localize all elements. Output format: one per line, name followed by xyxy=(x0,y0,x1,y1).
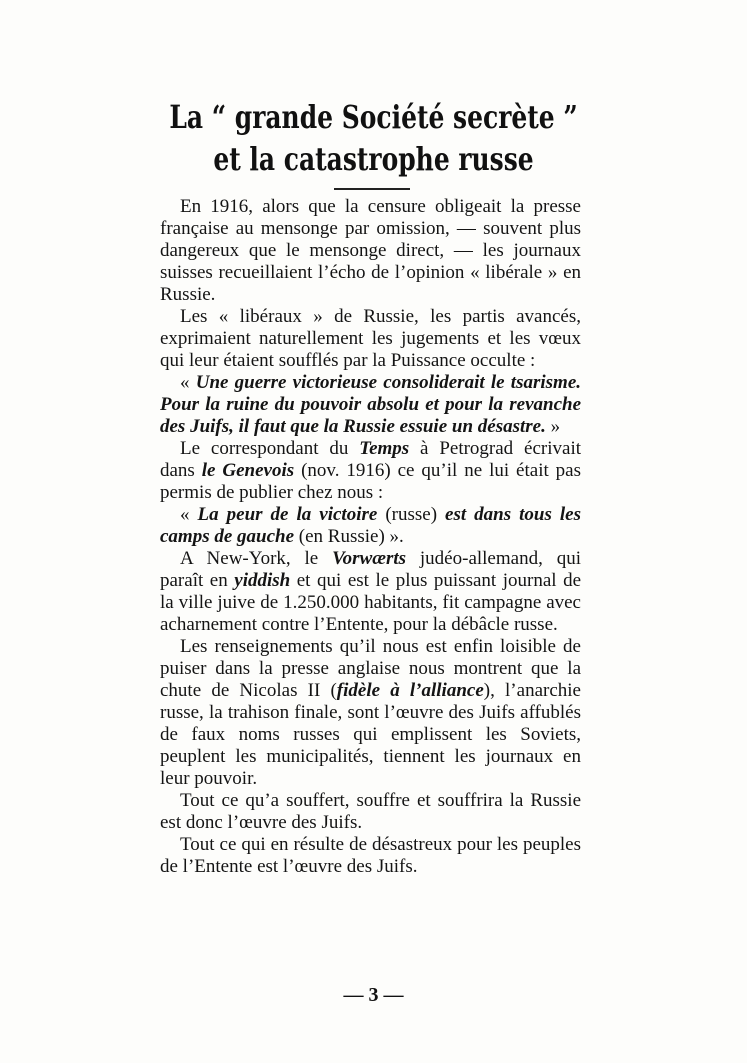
text-run: « xyxy=(180,504,198,525)
paragraph xyxy=(160,372,581,438)
text-run: A New-York, le xyxy=(180,548,333,569)
page-number: — 3 — xyxy=(343,984,404,1006)
text-run: (nov. 1916) ce qu’il ne lui était pas permis de publier chez nous : xyxy=(160,460,582,503)
italic-text-run: est dans tous les camps de gauche xyxy=(160,504,581,547)
title-rule xyxy=(334,188,410,190)
paragraph xyxy=(160,790,581,834)
paragraph xyxy=(160,438,581,504)
text-run: Les « libéraux » de Russie, les partis avancés, exprimaient naturellement les jugements et les vœux qui leur étaient soufflés par la Puissance occulte : xyxy=(160,306,581,371)
italic-text-run: fidèle à l’alliance xyxy=(336,680,484,701)
paragraph xyxy=(160,504,581,548)
text-run: Le correspondant du xyxy=(180,438,360,459)
italic-text-run: Une guerre victorieuse consoliderait le tsarisme. Pour la ruine du pouvoir absolu et pour la revanche des Juifs, il faut que la Russie essuie un désastre. xyxy=(160,372,581,437)
text-run: à Petrograd écrivait dans xyxy=(160,438,581,481)
italic-text-run: yiddish xyxy=(234,570,291,591)
paragraph xyxy=(160,548,581,636)
text-run: « xyxy=(180,372,196,393)
text-run: Tout ce qui en résulte de désastreux pour les peuples de l’Entente est l’œuvre des Juifs. xyxy=(160,834,581,877)
text-run: En 1916, alors que la censure obligeait la presse française au mensonge par omission, — souvent plus dangereux que le mensonge direct, — les journaux suisses recueillaient l’écho de l’opinion « libérale » en Russie. xyxy=(160,196,581,305)
italic-text-run: Temps xyxy=(359,438,410,459)
paragraph xyxy=(160,636,581,790)
text-run: Les renseignements qu’il nous est enfin loisible de puiser dans la presse anglaise nous montrent que la chute de Nicolas II ( xyxy=(160,636,581,701)
text-run: (en Russie) ». xyxy=(294,526,404,547)
italic-text-run: La peur de la victoire xyxy=(197,504,378,525)
paragraph xyxy=(160,306,581,372)
text-run: » xyxy=(545,416,561,437)
text-run: Tout ce qu’a souffert, souffre et souffrira la Russie est donc l’œuvre des Juifs. xyxy=(160,790,581,833)
text-run: judéo-allemand, qui paraît en xyxy=(160,548,581,591)
italic-text-run: le Genevois xyxy=(201,460,295,481)
title-line-2: et la catastrophe russe xyxy=(213,140,534,178)
paragraph xyxy=(160,196,581,306)
article-body xyxy=(160,196,581,878)
paragraph xyxy=(160,834,581,878)
text-run: (russe) xyxy=(377,504,446,525)
title-line-1: La “ grande Société secrète ” xyxy=(169,98,578,136)
italic-text-run: Vorwærts xyxy=(332,548,407,569)
text-run: ), l’anarchie russe, la trahison finale, sont l’œuvre des Juifs affublés de faux noms russes qui emplissent les Soviets, peuplent les municipalités, tiennent les journaux en leur pouvoir. xyxy=(160,680,581,789)
text-run: et qui est le plus puissant journal de la ville juive de 1.250.000 habitants, fit campagne avec acharnement contre l’Entente, pour la débâcle russe. xyxy=(160,570,582,635)
